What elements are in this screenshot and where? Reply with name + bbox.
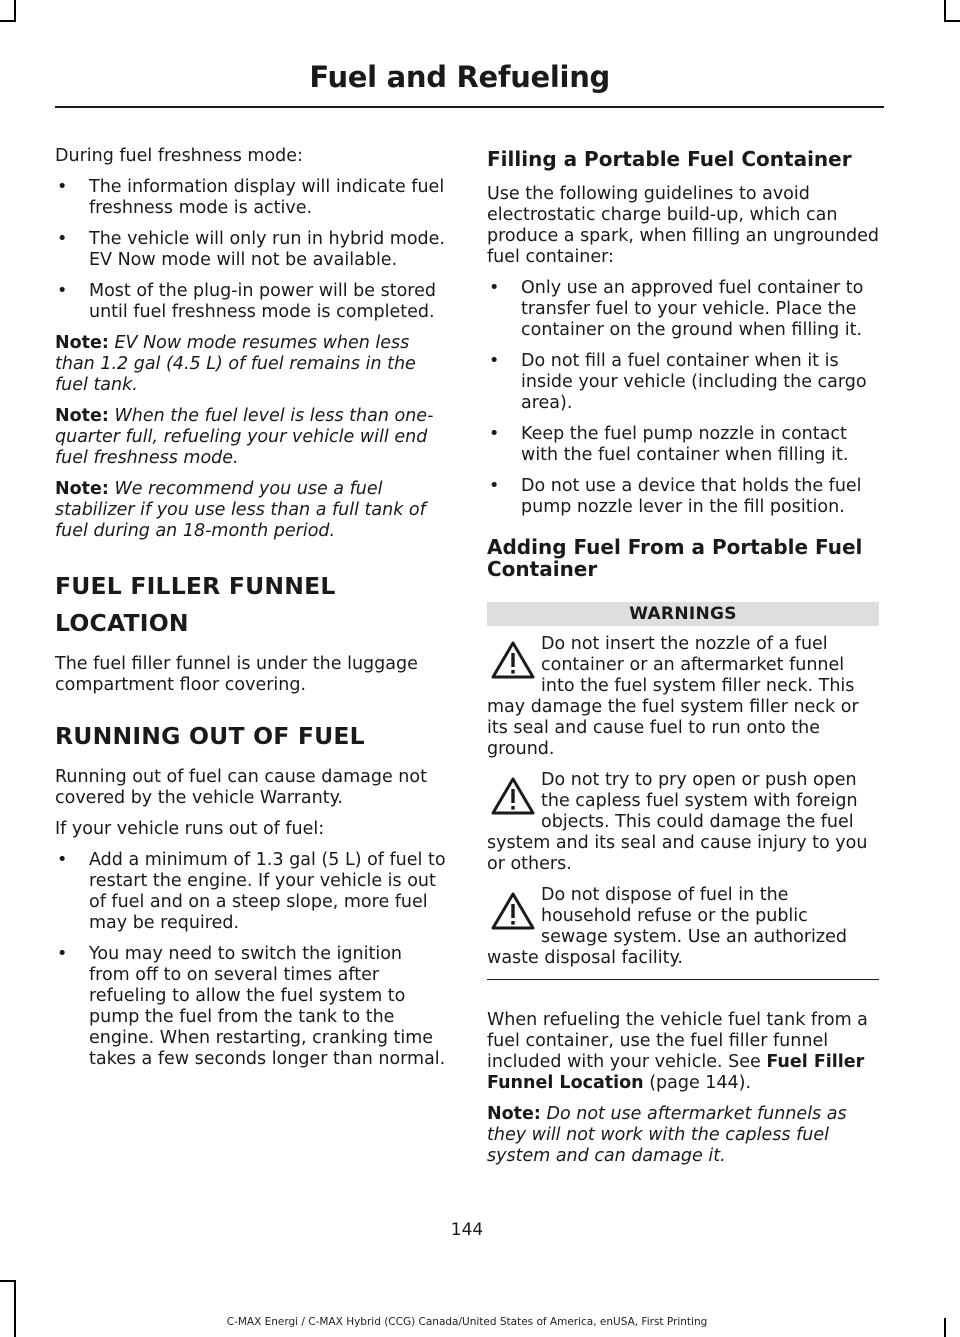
list-item: • Add a minimum of 1.3 gal (5 L) of fuel to restart the engine. If your vehicle is out of fuel and on a steep slope, more fuel may be required. (57, 850, 446, 933)
warnings-end-rule (487, 979, 879, 980)
section-heading-funnel-location: FUEL FILLER FUNNEL LOCATION (55, 572, 336, 637)
intro-text: During fuel freshness mode: (55, 146, 303, 166)
warning-item: Do not try to pry open or push open the capless fuel system with foreign objects. This could damage the fuel system and its seal and cause injury to you or others. (487, 770, 868, 874)
freshness-list (55, 177, 447, 323)
warning-triangle-icon (489, 891, 537, 935)
list-item: • Most of the plug-in power will be stored until fuel freshness mode is completed. (57, 281, 436, 322)
list-item: • Only use an approved fuel container to transfer fuel to your vehicle. Place the container on the ground when filling it. (489, 278, 864, 340)
list-item: • The information display will indicate fuel freshness mode is active. (57, 177, 445, 218)
refuel-from-container-text: When refueling the vehicle fuel tank from a fuel container, use the fuel filler funnel included with your vehicle. See Fuel Filler Funnel Location (page 144). (487, 1010, 868, 1093)
crop-mark (944, 20, 960, 22)
note: Note: We recommend you use a fuel stabilizer if you use less than a full tank of fuel during an 18-month period. (55, 479, 426, 541)
funnel-location-text: The fuel filler funnel is under the luggage compartment floor covering. (55, 654, 418, 695)
warning-triangle-icon (489, 640, 537, 684)
crop-mark (14, 0, 16, 22)
right-column (487, 146, 879, 1177)
list-item: • You may need to switch the ignition from off to on several times after refueling to allow the fuel system to pump the fuel from the tank to the engine. When restarting, cranking time takes a few seconds longer than normal. (57, 944, 446, 1069)
footer-text: C-MAX Energi / C-MAX Hybrid (CCG) Canada/United States of America, enUSA, First Printing (226, 1316, 708, 1328)
crop-mark (0, 1280, 16, 1282)
crop-mark (944, 1318, 946, 1337)
crop-mark (14, 1280, 16, 1337)
header-rule (55, 106, 884, 108)
warning-triangle-icon (489, 776, 537, 820)
running-out-list (55, 850, 447, 1070)
list-item: • Keep the fuel pump nozzle in contact with the fuel container when filling it. (489, 424, 849, 465)
list-item: • Do not use a device that holds the fuel pump nozzle lever in the fill position. (489, 476, 862, 517)
note: Note: EV Now mode resumes when less than 1.2 gal (4.5 L) of fuel remains in the fuel tank. (55, 333, 416, 395)
running-out-intro: If your vehicle runs out of fuel: (55, 819, 325, 839)
crop-mark (0, 20, 16, 22)
filling-text: Use the following guidelines to avoid electrostatic charge build-up, which can produce a spark, when filling an ungrounded fuel container: (487, 184, 880, 267)
subheading-adding-fuel: Adding Fuel From a Portable Fuel Container (487, 535, 863, 581)
page-header-title: Fuel and Refueling (309, 60, 610, 94)
cross-reference-link[interactable]: Fuel Filler Funnel Location (487, 1052, 865, 1093)
subheading-filling-container: Filling a Portable Fuel Container (487, 147, 852, 171)
warning-item: Do not insert the nozzle of a fuel container or an aftermarket funnel into the fuel system filler neck. This may damage the fuel system filler neck or its seal and cause fuel to run onto the ground. (487, 634, 859, 759)
filling-list (487, 278, 879, 518)
note: Note: When the fuel level is less than one-quarter full, refueling your vehicle will end fuel freshness mode. (55, 406, 434, 468)
left-column (55, 146, 447, 1080)
running-out-text: Running out of fuel can cause damage not covered by the vehicle Warranty. (55, 767, 427, 808)
list-item: • Do not fill a fuel container when it is inside your vehicle (including the cargo area). (489, 351, 867, 413)
warning-item: Do not dispose of fuel in the household refuse or the public sewage system. Use an authorized waste disposal facility. (487, 885, 847, 968)
page-number: 144 (450, 1220, 484, 1240)
note: Note: Do not use aftermarket funnels as they will not work with the capless fuel system and can damage it. (487, 1104, 847, 1166)
section-heading-running-out: RUNNING OUT OF FUEL (55, 722, 365, 750)
crop-mark (944, 0, 946, 22)
warnings-header: WARNINGS (487, 602, 879, 626)
list-item: • The vehicle will only run in hybrid mode. EV Now mode will not be available. (57, 229, 445, 270)
